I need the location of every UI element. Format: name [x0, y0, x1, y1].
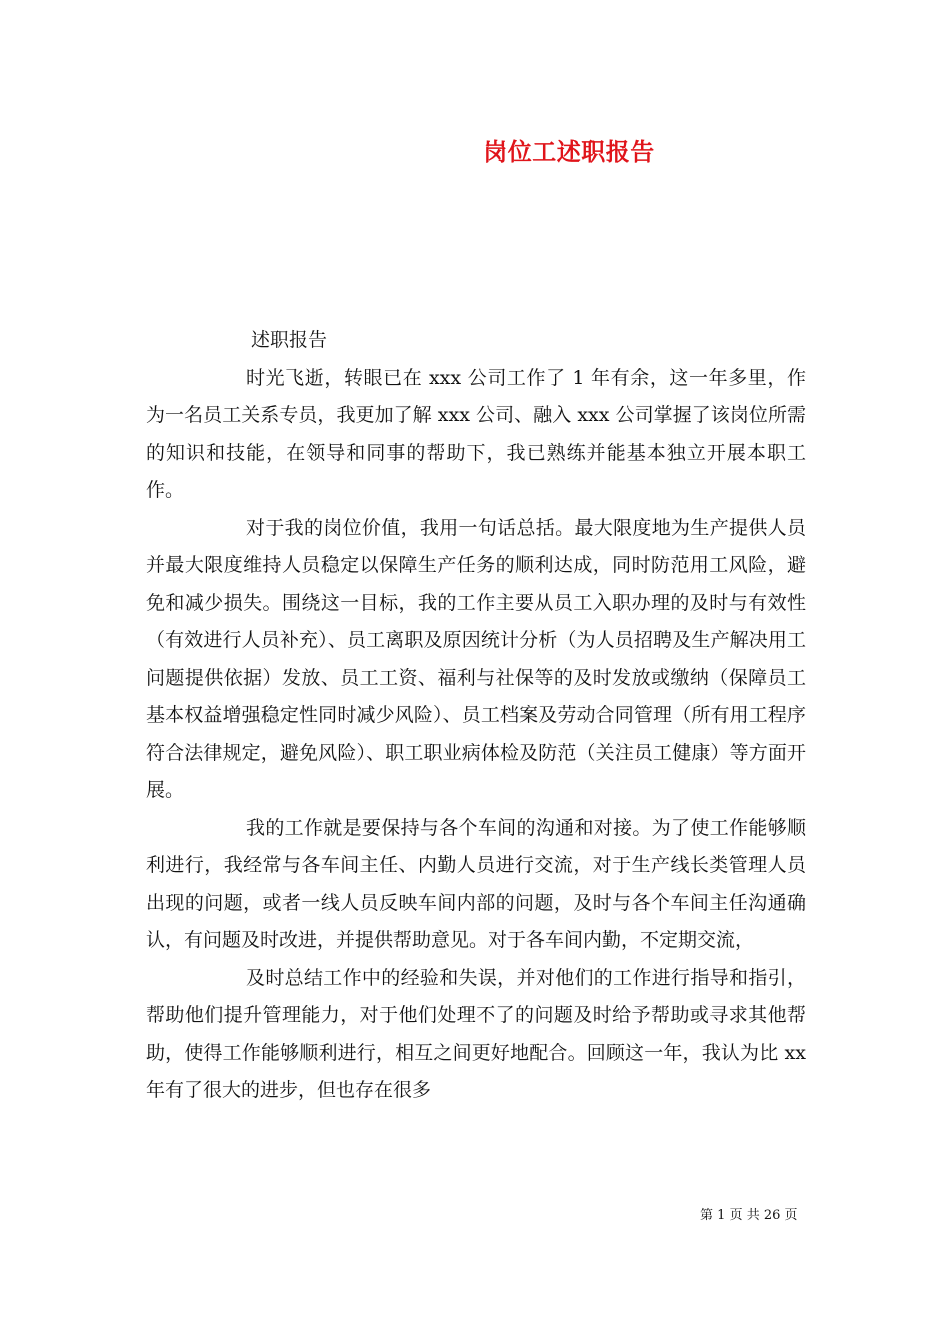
page-footer [700, 1204, 820, 1223]
body-paragraph-2: 对于我的岗位价值，我用一句话总括。最大限度地为生产提供人员并最大限度维持人员稳定以保障生产任务的顺利达成，同时防范用工风险，避免和减少损失。围绕这一目标，我的工作主要从员工入职办理的及时与有效性（有效进行人员补充）、员工离职及原因统计分析（为人员招聘及生产解决用工问题提供依据）发放、员工工资、福利与社保等的及时发放或缴纳（保障员工基本权益增强稳定性同时减少风险）、员工档案及劳动合同管理（所有用工程序符合法律规定，避免风险）、职工职业病体检及防范（关注员工健康）等方面开展。 [146, 516, 806, 801]
body-paragraph-1: 时光飞逝，转眼已在 xxx 公司工作了 1 年有余，这一年多里，作为一名员工关系专员，我更加了解 xxx 公司、融入 xxx 公司掌握了该岗位所需的知识和技能，在领导和同事的帮助下，我已熟练并能基本独立开展本职工作。 [146, 366, 806, 501]
footer-middle: 页 共 [729, 1208, 760, 1223]
body-paragraph-3: 我的工作就是要保持与各个车间的沟通和对接。为了使工作能够顺利进行，我经常与各车间主任、内勤人员进行交流，对于生产线长类管理人员出现的问题，或者一线人员反映车间内部的问题，及时与各个车间主任沟通确认，有问题及时改进，并提供帮助意见。对于各车间内勤，不定期交流， [146, 816, 806, 951]
footer-prefix: 第 [700, 1208, 714, 1223]
document-title: 岗位工述职报告 [483, 137, 655, 166]
footer-total-pages: 26 [763, 1208, 781, 1223]
footer-page-number: 1 [717, 1208, 726, 1223]
document-body [146, 322, 806, 1110]
footer-suffix: 页 [784, 1208, 798, 1223]
section-subheading: 述职报告 [251, 329, 328, 351]
body-paragraph-4: 及时总结工作中的经验和失误，并对他们的工作进行指导和指引，帮助他们提升管理能力，对于他们处理不了的问题及时给予帮助或寻求其他帮助，使得工作能够顺利进行，相互之间更好地配合。回顾这一年，我认为比 xx 年有了很大的进步，但也存在很多 [146, 966, 806, 1101]
